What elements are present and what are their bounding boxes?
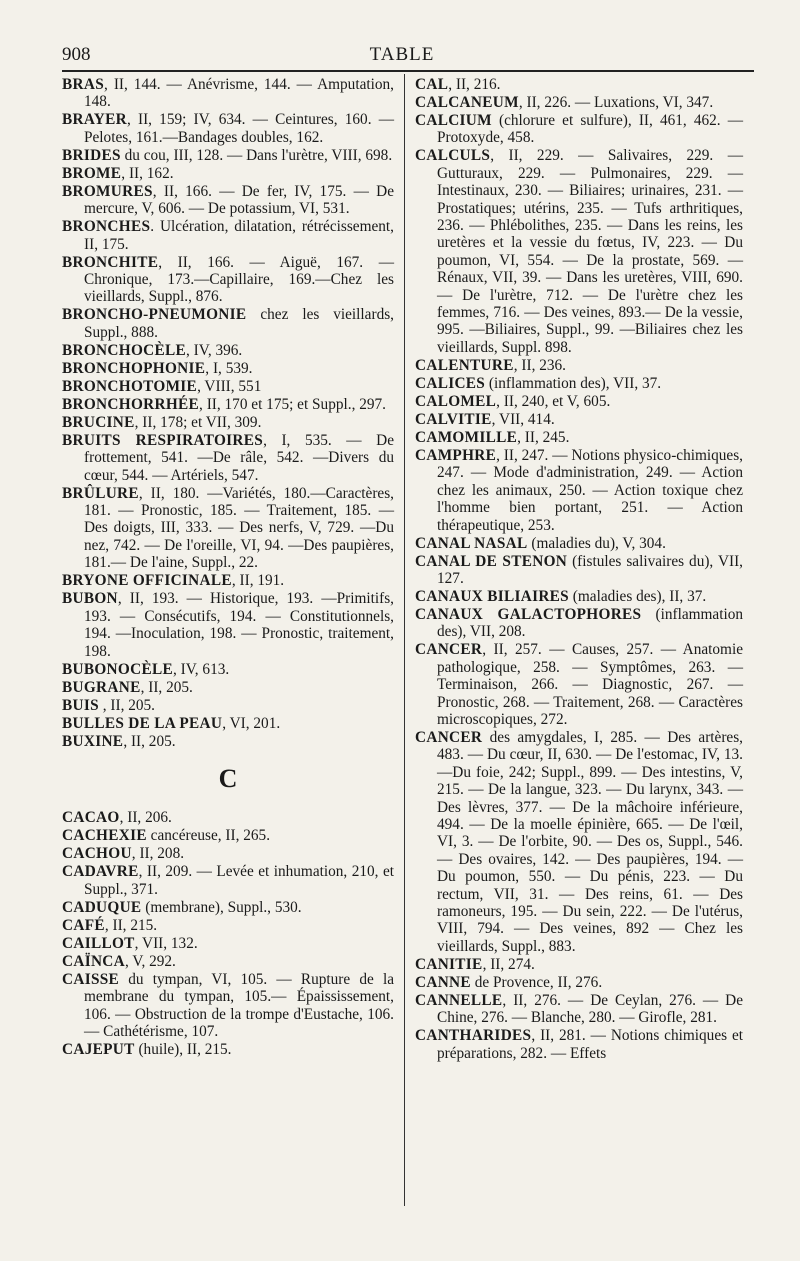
index-entry [62,572,394,589]
entry-references: des amygdales, I, 285. — Des artères, 483. — Du cœur, II, 630. — De l'estomac, IV, 13.—Du foie, 242; Suppl., 899. — Des intestins, V, 215. — De la langue, 323. — Du larynx, 343. — Des lèvres, 377. — De la mâchoire inférieure, 494. — De la moelle épinière, 665. — De l'œil, VI, 3. — De l'orbite, 90. — Des os, Suppl., 546. — Des ovaires, 142. — Des paupières, 194. — Du poumon, 550. — Du pénis, 223. — Du rectum, VII, 31. — Des reins, 61. — Des ramoneurs, 195. — Du sein, 222. — De l'utérus, VIII, 794. — Des veines, 892 — Chez les vieillards, Suppl., 883. [437,728,743,955]
entry-references: (maladies du), V, 304. [527,534,666,552]
index-entry [62,485,394,572]
entry-references: (inflammation des), VII, 208. [437,605,743,641]
entry-headword: CALCIUM [415,112,492,129]
index-entry [415,112,743,147]
column-divider [404,74,405,1206]
entry-headword: BRUITS RESPIRATOIRES [62,431,264,449]
entry-references: , II, 274. [482,955,535,973]
entry-headword: CANCER [415,641,483,659]
right-column [415,76,743,1063]
index-entry [62,733,394,750]
entry-headword: CACAO [62,809,120,827]
entry-references: (maladies des), II, 37. [568,587,707,605]
entry-references: , II, 205. [98,696,156,714]
entry-references: , II, 247. — Notions physico-chimiques, 247. — Mode d'administration, 249. — Action chez les animaux, 250. — Action toxique chez l'homme bien portant, 251. — Action thérapeutique, 253. [437,446,743,534]
entry-references: , II, 281. — Notions chimiques et préparations, 282. — Effets [437,1027,743,1062]
index-entry [415,393,743,410]
page-number: 908 [62,44,91,65]
entry-references: , II, 191. [231,572,285,590]
entry-references: , VIII, 551 [197,377,262,395]
entry-references: , II, 209. — Levée et inhumation, 210, et Suppl., 371. [84,863,394,898]
entry-headword: CANCER [415,728,483,746]
index-entry [62,679,394,696]
index-entry [62,360,394,377]
index-entry [62,396,394,413]
section-letter: C [218,763,238,793]
index-entry [62,306,394,341]
index-entry [62,165,394,182]
entry-headword: CAISSE [62,970,120,988]
entry-headword: BUIS [62,696,99,714]
entry-headword: CANNE [415,973,471,991]
entry-references: du tympan, VI, 105. — Rupture de la membrane du tympan, 105.— Épaississement, 106. — Obstruction de la trompe d'Eustache, 106. — Cathétérisme, 107. [84,970,394,1040]
index-entry [415,641,743,728]
index-entry [62,218,394,253]
entry-references: , II, 205. [140,678,193,696]
entry-references: , II, 159; IV, 634. — Ceintures, 160. — Pelotes, 161.—Bandages doubles, 162. [84,111,394,146]
entry-references: , II, 144. — Anévrisme, 144. — Amputation, 148. [84,76,394,111]
entry-references: , II, 276. — De Ceylan, 276. — De Chine, 276. — Blanche, 280. — Girofle, 281. [437,991,743,1027]
index-entry [415,535,743,552]
entry-headword: BRAYER [62,111,127,129]
entry-headword: BRYONE OFFICINALE [62,572,232,590]
index-entry [415,375,743,392]
entry-headword: BRONCHOTOMIE [62,377,198,395]
entry-references: , II, 178; et VII, 309. [134,413,262,431]
entry-headword: CADAVRE [62,863,139,881]
entry-headword: CACHEXIE [62,827,147,845]
index-entry [62,342,394,359]
index-entry [62,715,394,732]
page-header [62,44,742,70]
entry-headword: CAILLOT [62,934,135,952]
index-entry [415,94,743,111]
entry-headword: BRONCHITE [62,253,159,271]
entry-headword: CAJEPUT [62,1040,135,1058]
entry-references: , II, 257. — Causes, 257. — Anatomie pathologique, 258. — Symptômes, 263. — Terminaison, 266. — Diagnostic, 267. — Pronostic, 268. — Traitement, 268. — Caractères microscopiques, 272. [437,641,743,728]
entry-references: , II, 166. — Aiguë, 167. — Chronique, 173.—Capillaire, 169.—Chez les vieillards, Suppl., 876. [84,253,394,306]
index-entry [62,111,394,146]
entry-headword: BRIDES [62,146,121,164]
entry-references: , II, 193. — Historique, 193. —Primitifs, 193. — Consécutifs, 194. — Constitutionnels, 194. —Inoculation, 198. — Pronostic, traitement, 198. [84,590,394,660]
index-entry [415,974,743,991]
entry-headword: BROMURES [62,182,153,200]
entry-references: , II, 206. [119,809,172,827]
index-entry [62,76,394,111]
index-entry [415,357,743,374]
entry-references: cancéreuse, II, 265. [146,827,271,845]
entry-headword: CAÏNCA [62,952,125,970]
index-entry [62,590,394,660]
entry-references: (inflammation des), VII, 37. [485,374,662,392]
index-entry [62,953,394,970]
index-entry [62,697,394,714]
entry-references: , II, 215. [104,916,158,934]
entry-references: (membrane), Suppl., 530. [141,898,302,916]
entry-headword: CANAUX BILIAIRES [415,587,569,605]
entry-headword: CANAL DE STENON [415,552,568,570]
entry-headword: CANITIE [415,955,483,973]
entry-references: , II, 229. — Salivaires, 229. — Gutturaux, 229. — Pulmonaires, 229. — Intestinaux, 230. — Biliaires; urinaires, 231. — Prostatiques; utérins, 235. — Tufs arthritiques, 236. — Phlébolithes, 235. — Dans les reins, les uretères et la vessie du fœtus, IV, 223. — Du poumon, VI, 554. — De la prostate, 569. — Rénaux, VII, 39. — Dans les uretères, VIII, 690. — De l'urètre, 712. — De l'urètre chez les femmes, 716. — Des veines, 893.— De la vessie, 995. —Biliaires, Suppl., 99. —Biliaires chez les vieillards, Suppl. 898. [437,147,743,356]
index-entry [415,992,743,1027]
entry-headword: BUGRANE [62,678,141,696]
entry-references: , II, 162. [121,164,174,182]
entry-references: chez les vieillards, Suppl., 888. [84,306,394,341]
entry-references: , VII, 414. [491,410,555,428]
index-entry [415,429,743,446]
entry-headword: BROME [62,164,122,182]
entry-headword: CANTHARIDES [415,1027,532,1045]
entry-headword: CALVITIE [415,410,492,428]
entries-b [62,76,394,750]
entry-references: , V, 292. [125,952,176,970]
entry-headword: BULLES DE LA PEAU [62,714,223,732]
index-entry [62,414,394,431]
entry-references: , II, 180. —Variétés, 180.—Caractères, 181. — Pronostic, 185. — Traitement, 185. — Des doigts, III, 333. — Des nerfs, V, 729. —Du nez, 742. — De l'oreille, VI, 94. —Des paupières, 181.— De l'aine, Suppl., 22. [84,484,394,572]
index-entry [62,845,394,862]
index-entry [62,378,394,395]
entry-references: (fistules salivaires du), VII, 127. [437,552,743,587]
entry-headword: BRONCHORRHÉE [62,395,200,413]
entries-right [415,76,743,1062]
entry-references: , II, 166. — De fer, IV, 175. — De mercure, V, 606. — De potassium, VI, 531. [84,182,394,218]
entry-headword: CANAL NASAL [415,534,528,552]
entry-headword: CAL [415,76,449,93]
entry-references: (huile), II, 215. [134,1040,232,1058]
index-entry [62,917,394,934]
entry-references: , II, 226. — Luxations, VI, 347. [518,94,714,111]
index-entry [62,183,394,218]
entry-headword: CAMOMILLE [415,428,518,446]
index-entry [62,254,394,306]
entry-references: , IV, 613. [172,660,230,678]
index-entry [62,661,394,678]
entry-headword: BUBONOCÈLE [62,660,173,678]
entry-references: (chlorure et sulfure), II, 461, 462. — Protoxyde, 458. [437,112,743,147]
page-title: TABLE [369,44,435,65]
entry-references: , II, 205. [123,732,176,750]
entry-references: . Ulcération, dilatation, rétrécissement, II, 175. [84,218,394,253]
index-entry [415,411,743,428]
entry-references: , VI, 201. [222,714,281,732]
entry-references: , I, 539. [205,359,253,377]
entry-references: , II, 236. [513,356,567,374]
entries-c [62,809,394,1058]
entry-headword: CALICES [415,374,486,392]
index-entry [62,971,394,1041]
index-entry [62,147,394,164]
index-entry [415,729,743,955]
entry-headword: BRÛLURE [62,484,139,502]
entry-headword: BRONCHO-PNEUMONIE [62,306,247,324]
entry-headword: BUXINE [62,732,124,750]
entry-references: , II, 240, et V, 605. [496,392,611,410]
entry-headword: BRAS [62,76,105,93]
index-entry [62,863,394,898]
entry-references: du cou, III, 128. — Dans l'urètre, VIII, 698. [120,146,393,164]
index-entry [415,1027,743,1062]
entry-headword: CAFÉ [62,916,105,934]
entry-references: , II, 216. [448,76,501,93]
entry-headword: CACHOU [62,845,132,863]
entry-headword: CALOMEL [415,392,497,410]
index-entry [415,588,743,605]
entry-headword: BUBON [62,590,118,608]
entry-headword: BRONCHOPHONIE [62,359,206,377]
index-entry [62,935,394,952]
entry-references: , VII, 132. [134,934,198,952]
entry-references: , II, 245. [517,428,570,446]
left-column [62,76,394,1059]
entry-references: , II, 208. [131,845,185,863]
entry-headword: BRUCINE [62,413,135,431]
index-entry [415,606,743,641]
index-entry [415,147,743,356]
entry-headword: CAMPHRE [415,446,497,464]
index-entry [62,1041,394,1058]
entry-headword: CANNELLE [415,991,503,1009]
index-entry [415,553,743,588]
index-entry [62,809,394,826]
header-rule [62,70,754,72]
index-entry [415,76,743,93]
entry-headword: BRONCHOCÈLE [62,341,186,359]
entry-references: , I, 535. — De frottement, 541. —De râle, 542. —Divers du cœur, 544. — Artériels, 547. [84,431,394,484]
index-entry [415,447,743,534]
entry-references: de Provence, II, 276. [470,973,603,991]
entry-headword: CALCULS [415,147,491,165]
index-entry [62,899,394,916]
entry-headword: CALENTURE [415,356,514,374]
index-entry [415,956,743,973]
entry-references: , II, 170 et 175; et Suppl., 297. [199,395,386,413]
index-entry [62,432,394,484]
entry-references: , IV, 396. [186,341,243,359]
entry-headword: CALCANEUM [415,94,519,111]
entry-headword: CANAUX GALACTOPHORES [415,605,642,623]
index-entry [62,827,394,844]
entry-headword: BRONCHES [62,218,151,236]
entry-headword: CADUQUE [62,898,142,916]
